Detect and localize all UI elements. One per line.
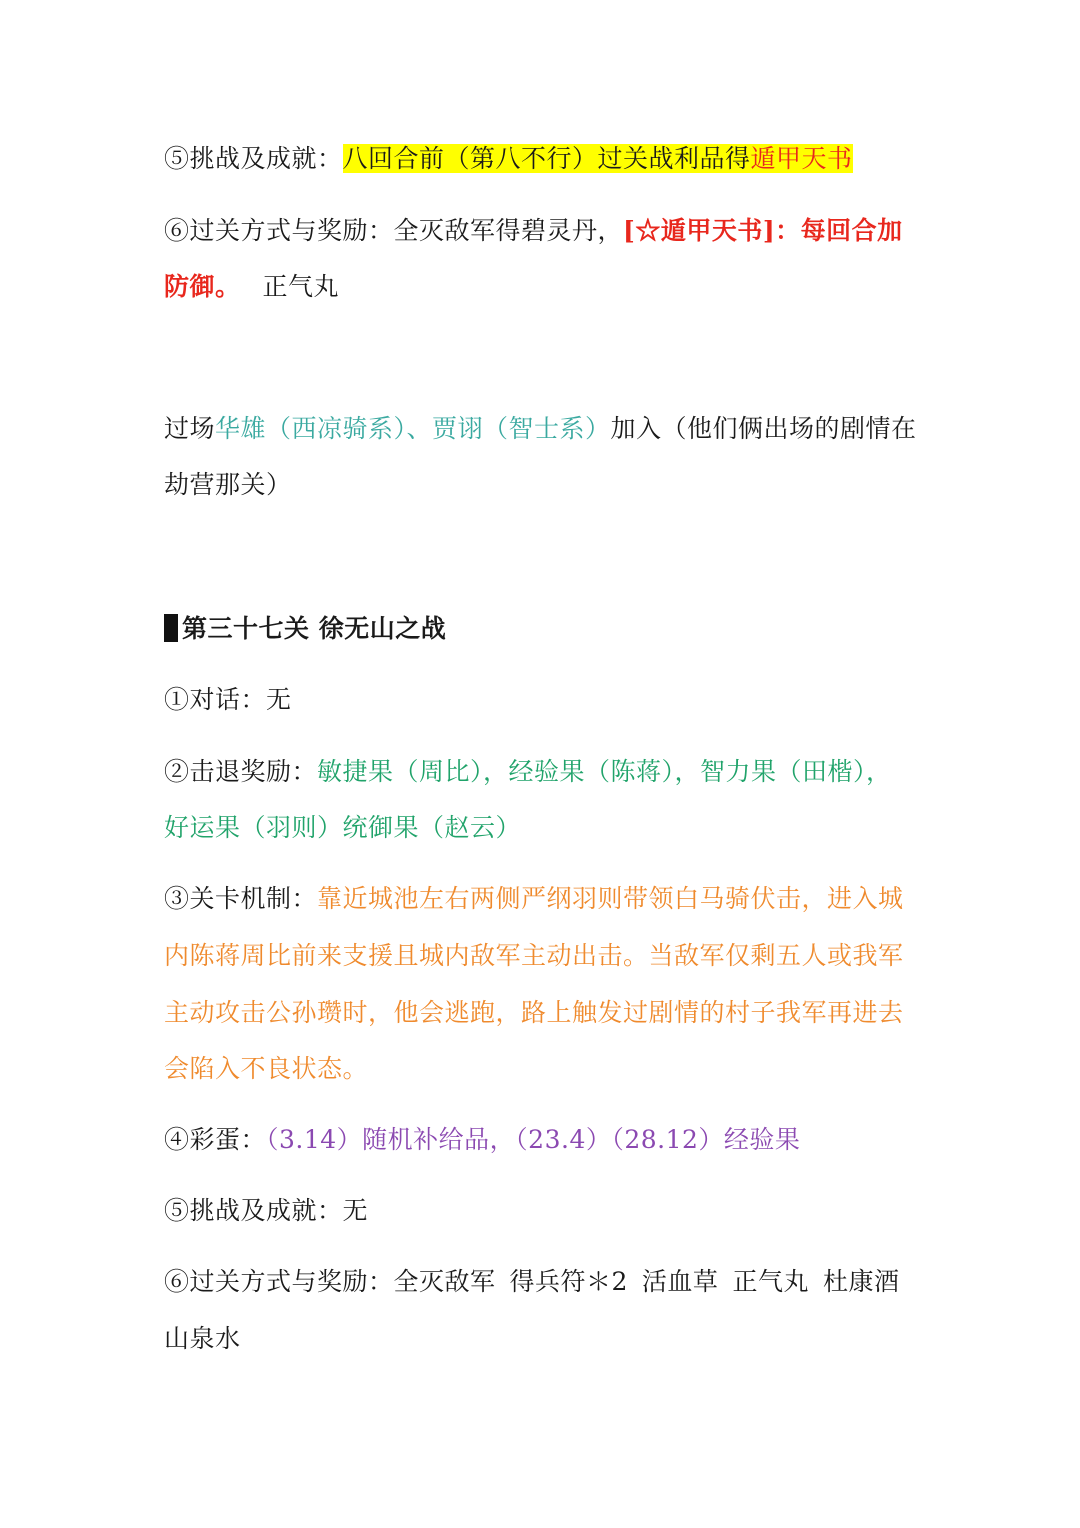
challenge-highlight-red: 遁甲天书	[750, 144, 853, 173]
mechanic-line-4	[164, 1052, 368, 1086]
reward-tail: 正气丸	[262, 272, 340, 301]
repel-text-1: 敏捷果（周比），经验果（陈蒋），智力果（田楷），	[317, 757, 892, 786]
challenge-text: ⑤挑战及成就：无	[164, 1196, 369, 1225]
repel-text-2: 好运果（羽则）统御果（赵云）	[164, 813, 522, 842]
mechanic-text-4: 会陷入不良状态。	[164, 1054, 369, 1083]
mechanic-text-2: 内陈蒋周比前来支援且城内敌军主动出击。当敌军仅剩五人或我军	[164, 941, 904, 970]
clear-line2-text: 山泉水	[164, 1324, 241, 1353]
repel-line-2	[164, 811, 521, 845]
clear-label-prev: ⑥过关方式与奖励：全灭敌军得碧灵丹，	[164, 216, 624, 245]
transition-line-2	[164, 468, 292, 502]
mechanic-line-1	[164, 882, 904, 916]
reward-bold-red-1: [☆遁甲天书]：每回合加	[623, 216, 903, 245]
repel-line-1	[164, 755, 892, 789]
clear-line-2	[164, 1322, 241, 1356]
mechanic-line-3	[164, 996, 904, 1030]
transition-line2: 劫营那关）	[164, 470, 292, 499]
easter-text: （3.14）随机补给品，（23.4）（28.12）经验果	[266, 1125, 801, 1154]
heading-text: 第三十七关 徐无山之战	[182, 614, 447, 643]
challenge-line-prev	[164, 142, 853, 176]
reward-bold-red-2: 防御。	[164, 272, 241, 301]
mechanic-label: ③关卡机制：	[164, 884, 318, 913]
challenge-label: ⑤挑战及成就：	[164, 144, 343, 173]
level-heading	[164, 612, 446, 646]
clear-label: ⑥过关方式与奖励：全灭敌军	[164, 1267, 496, 1296]
easter-egg-line	[164, 1123, 800, 1157]
clear-line-prev-2	[164, 270, 339, 304]
dialogue-text: ①对话：无	[164, 685, 292, 714]
clear-line-1	[164, 1265, 899, 1299]
clear-item: 活血草	[641, 1267, 719, 1296]
clear-item: 得兵符＊2	[509, 1267, 628, 1296]
dialogue-line	[164, 683, 292, 717]
easter-label: ④彩蛋：	[164, 1125, 267, 1154]
challenge-highlight-text: 八回合前（第八不行）过关战利品得	[342, 144, 751, 173]
heading-block-icon	[164, 614, 178, 642]
repel-label: ②击退奖励：	[164, 757, 318, 786]
transition-line-1	[164, 412, 917, 446]
transition-prefix: 过场	[164, 414, 216, 443]
clear-item: 杜康酒	[822, 1267, 900, 1296]
transition-suffix: 加入（他们俩出场的剧情在	[610, 414, 917, 443]
transition-teal: 华雄（西凉骑系）、贾诩（智士系）	[215, 414, 611, 443]
challenge-highlight	[343, 144, 853, 173]
mechanic-line-2	[164, 939, 904, 973]
challenge-line	[164, 1194, 368, 1228]
mechanic-text-1: 靠近城池左右两侧严纲羽则带领白马骑伏击，进入城	[317, 884, 904, 913]
mechanic-text-3: 主动攻击公孙瓒时，他会逃跑，路上触发过剧情的村子我军再进去	[164, 998, 904, 1027]
clear-line-prev-1	[164, 214, 903, 248]
clear-item: 正气丸	[732, 1267, 809, 1296]
